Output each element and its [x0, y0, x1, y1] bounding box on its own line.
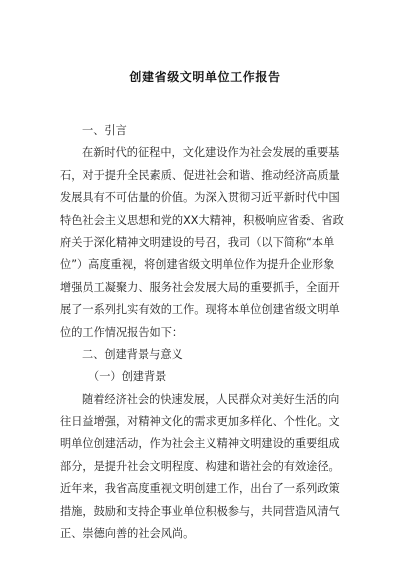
- paragraph-line: 近年来，我省高度重视文明创建工作，出台了一系列政策: [60, 482, 340, 496]
- paragraph-line: 在新时代的征程中，文化建设作为社会发展的重要基: [82, 146, 340, 160]
- paragraph-line: 展了一系列扎实有效的工作。现将本单位创建省级文明单: [60, 303, 340, 317]
- paragraph-line: 明单位创建活动，作为社会主义精神文明建设的重要组成: [60, 437, 340, 451]
- paragraph-line: 府关于深化精神文明建设的号召，我司（以下简称“本单: [60, 235, 335, 249]
- background-paragraph: [60, 389, 352, 546]
- paragraph-line: 增强员工凝聚力、服务社会发展大局的重要抓手，全面开: [60, 280, 340, 294]
- intro-paragraph: [60, 142, 352, 344]
- document-title: 创建省级文明单位工作报告: [129, 70, 281, 84]
- document-body: [60, 120, 352, 545]
- paragraph-line: 往日益增强，对精神文化的需求更加多样化、个性化。文: [60, 415, 340, 429]
- paragraph-line: 部分，是提升社会文明程度、构建和谐社会的有效途径。: [60, 459, 340, 473]
- paragraph-line: 随着经济社会的快速发展，人民群众对美好生活的向: [82, 392, 340, 406]
- subsection-heading-background: （一）创建背景: [88, 370, 167, 384]
- paragraph-line: 措施，鼓励和支持企事业单位积极参与，共同营造风清气: [60, 504, 340, 518]
- section-heading-introduction: 一、引言: [82, 124, 127, 137]
- paragraph-line: 石，对于提升全民素质、促进社会和谐、推动经济高质量: [60, 168, 340, 182]
- paragraph-line: 发展具有不可估量的价值。为深入贯彻习近平新时代中国: [60, 191, 340, 205]
- paragraph-line: 位”）高度重视，将创建省级文明单位作为提升企业形象: [60, 258, 335, 272]
- paragraph-line: 特色社会主义思想和党的XX大精神，积极响应省委、省政: [60, 213, 344, 227]
- paragraph-line: 位的工作情况报告如下：: [60, 325, 184, 339]
- section-heading-background-significance: 二、创建背景与意义: [82, 347, 183, 361]
- paragraph-line: 正、崇德向善的社会风尚。: [60, 527, 195, 541]
